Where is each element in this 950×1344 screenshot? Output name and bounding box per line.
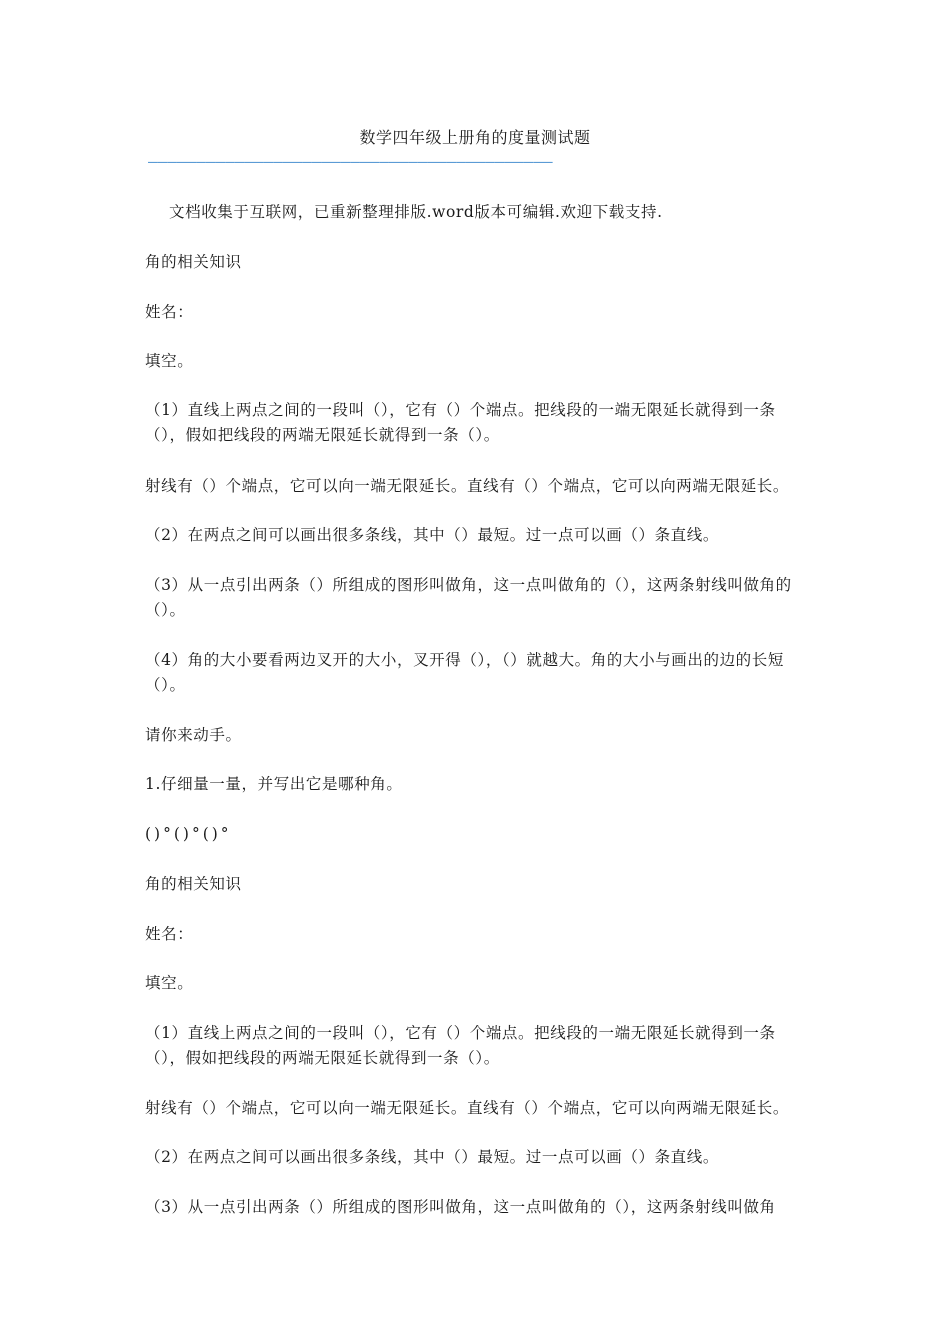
section2-question-3: （3）从一点引出两条（）所组成的图形叫做角，这一点叫做角的（），这两条射线叫做角 xyxy=(145,1198,776,1216)
intro-paragraph: 文档收集于互联网，已重新整理排版.word版本可编辑.欢迎下载支持. xyxy=(169,203,663,221)
section1-hands-on-heading: 请你来动手。 xyxy=(145,726,242,744)
section1-question-3: （3）从一点引出两条（）所组成的图形叫做角，这一点叫做角的（），这两条射线叫做角的（）。 xyxy=(145,576,792,619)
section1-question-1b: 射线有（）个端点，它可以向一端无限延长。直线有（）个端点，它可以向两端无限延长。 xyxy=(145,477,790,495)
section2-heading: 角的相关知识 xyxy=(145,875,242,893)
section2-question-1: （1）直线上两点之间的一段叫（），它有（）个端点。把线段的一端无限延长就得到一条（），假如把线段的两端无限延长就得到一条（）。 xyxy=(145,1024,776,1067)
section1-heading: 角的相关知识 xyxy=(145,253,242,271)
section2-question-1b: 射线有（）个端点，它可以向一端无限延长。直线有（）个端点，它可以向两端无限延长。 xyxy=(145,1099,790,1117)
section1-task-1: 1.仔细量一量，并写出它是哪种角。 xyxy=(145,775,403,793)
section2-question-2: （2）在两点之间可以画出很多条线，其中（）最短。过一点可以画（）条直线。 xyxy=(145,1148,719,1166)
section2-name-label: 姓名： xyxy=(145,925,194,943)
section2-fill-heading: 填空。 xyxy=(145,974,194,992)
section1-name-label: 姓名： xyxy=(145,303,194,321)
section1-question-1: （1）直线上两点之间的一段叫（），它有（）个端点。把线段的一端无限延长就得到一条（），假如把线段的两端无限延长就得到一条（）。 xyxy=(145,401,776,444)
section1-angle-blanks: ()°()°()° xyxy=(145,825,232,843)
section1-question-2: （2）在两点之间可以画出很多条线，其中（）最短。过一点可以画（）条直线。 xyxy=(145,526,719,544)
title-underline-rule: —————————————————————————————————————————— xyxy=(148,152,553,171)
section1-fill-heading: 填空。 xyxy=(145,352,194,370)
document-title: 数学四年级上册角的度量测试题 xyxy=(359,128,591,147)
section1-question-4: （4）角的大小要看两边叉开的大小，叉开得（），（）就越大。角的大小与画出的边的长短（）。 xyxy=(145,651,784,694)
